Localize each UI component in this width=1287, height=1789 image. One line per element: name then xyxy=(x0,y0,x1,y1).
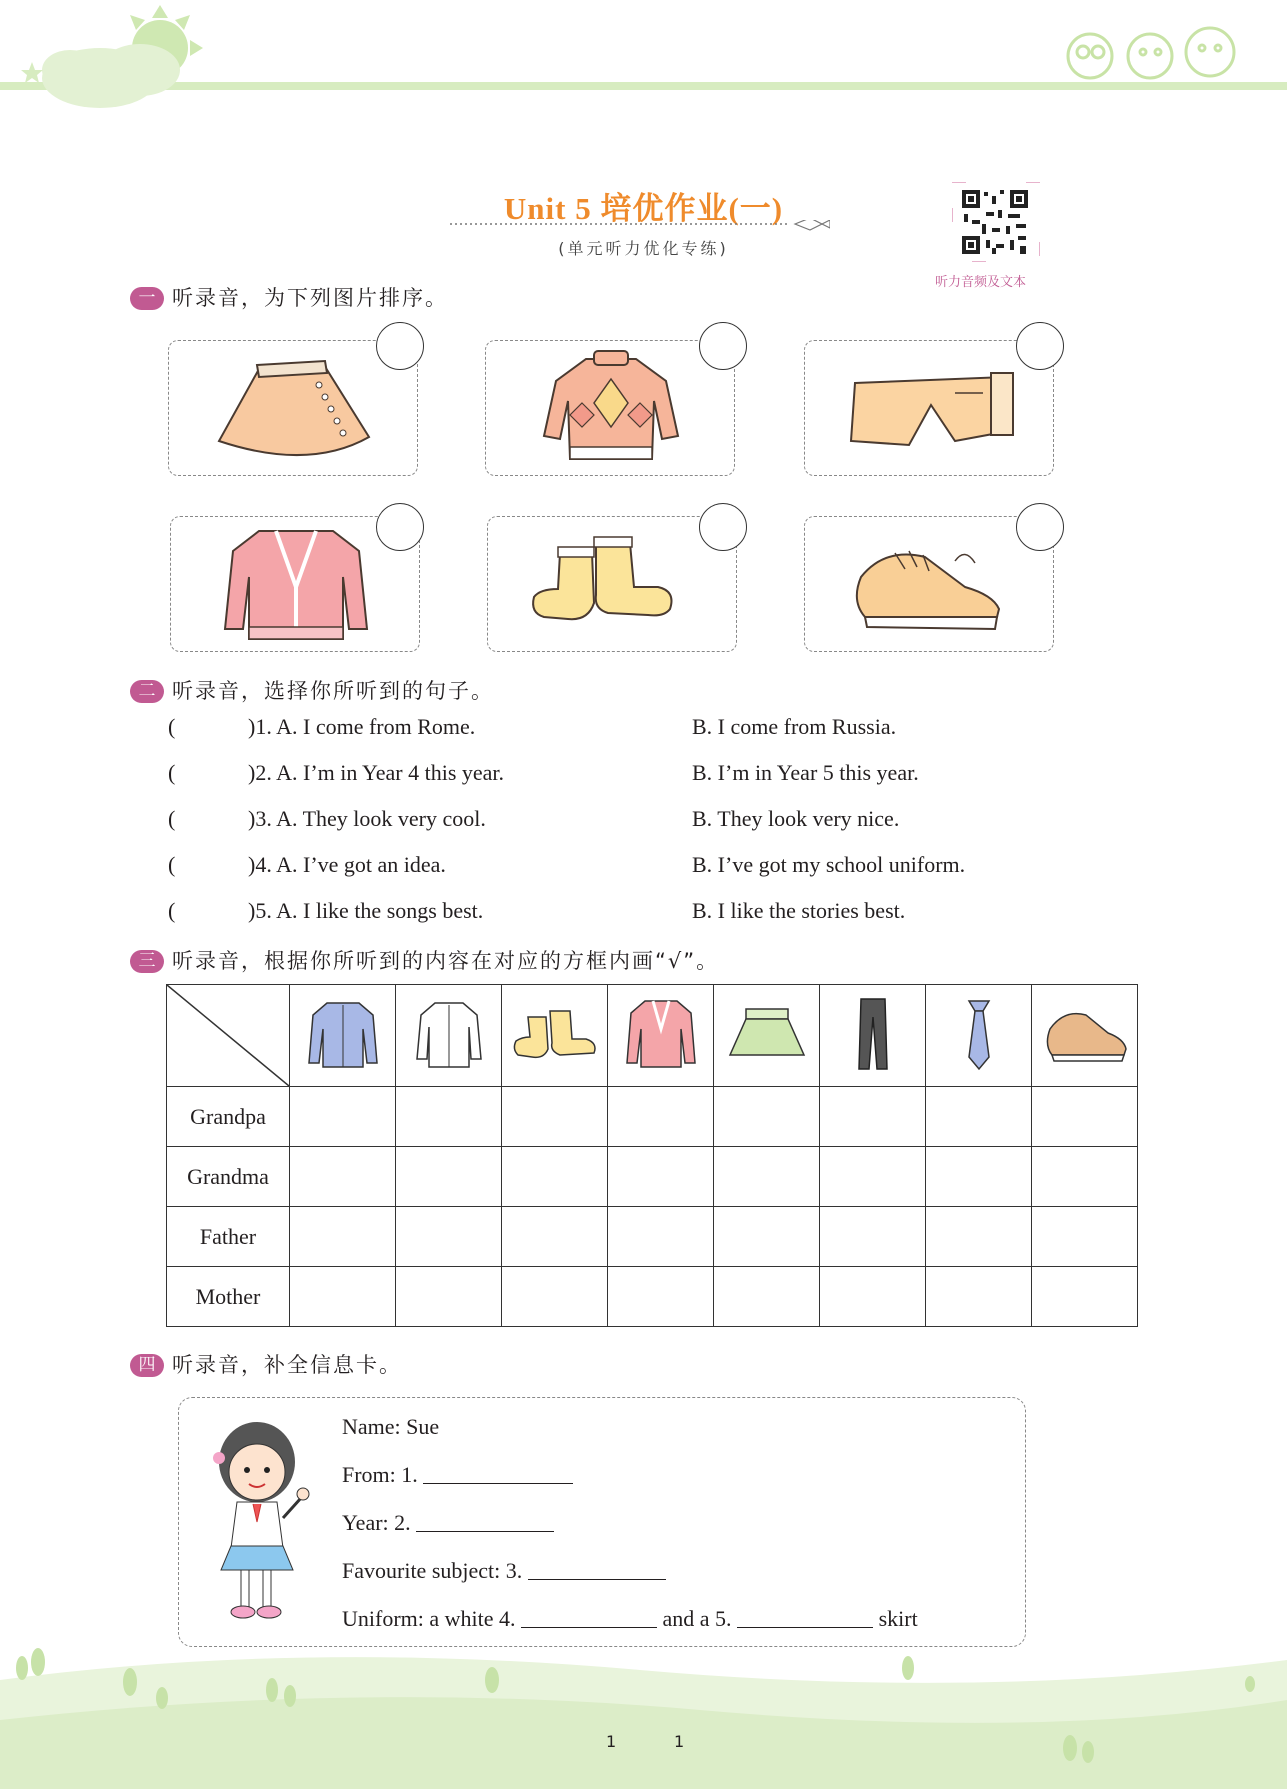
uniform-label: Uniform: a white 4. xyxy=(342,1606,516,1631)
column-jacket xyxy=(290,985,396,1087)
table-row xyxy=(167,1267,1138,1327)
question-row xyxy=(168,712,1068,742)
sweater-icon xyxy=(486,341,736,477)
option-b: B. I come from Russia. xyxy=(692,714,897,739)
check-cell[interactable] xyxy=(1032,1147,1138,1207)
table-row xyxy=(167,1087,1138,1147)
from-label: From: 1. xyxy=(342,1462,418,1487)
section-instruction: 听录音，为下列图片排序。 xyxy=(172,286,448,310)
column-shirt xyxy=(396,985,502,1087)
row-label: Grandpa xyxy=(167,1087,290,1147)
order-circle-3[interactable] xyxy=(1016,322,1064,370)
row-label: Father xyxy=(167,1207,290,1267)
check-cell[interactable] xyxy=(1032,1087,1138,1147)
check-cell[interactable] xyxy=(820,1147,926,1207)
check-cell[interactable] xyxy=(502,1087,608,1147)
question-row xyxy=(168,804,1068,834)
question-row xyxy=(168,758,1068,788)
animal-faces-icon xyxy=(1068,28,1234,78)
picture-card-sneakers xyxy=(804,516,1054,652)
subject-line xyxy=(342,1558,666,1584)
question-row xyxy=(168,850,1068,880)
section-badge: 四 xyxy=(130,1354,164,1377)
option-b: B. I’ve got my school uniform. xyxy=(692,852,966,877)
answer-blank[interactable]: ( xyxy=(168,760,176,785)
check-cell[interactable] xyxy=(926,1087,1032,1147)
qr-code-icon[interactable] xyxy=(952,182,1040,262)
corner-cell xyxy=(167,985,290,1087)
section-3-heading xyxy=(130,945,719,975)
page-title: Unit 5 培优作业(一) xyxy=(503,191,784,226)
uniform-skirt: skirt xyxy=(878,1606,918,1631)
option-b: B. I’m in Year 5 this year. xyxy=(692,760,919,785)
check-cell[interactable] xyxy=(608,1207,714,1267)
from-blank[interactable] xyxy=(423,1463,573,1484)
check-cell[interactable] xyxy=(926,1147,1032,1207)
option-b: B. They look very nice. xyxy=(692,806,900,831)
cloud-icon xyxy=(42,44,180,108)
jacket-icon xyxy=(303,993,383,1073)
uniform-line xyxy=(342,1606,918,1632)
picture-card-trousers xyxy=(804,340,1054,476)
option-a: )5. A. I like the songs best. xyxy=(248,898,484,923)
order-circle-4[interactable] xyxy=(376,503,424,551)
tie-icon xyxy=(939,993,1019,1073)
name-line: Name: Sue xyxy=(342,1414,440,1439)
check-cell[interactable] xyxy=(714,1207,820,1267)
table-header-row xyxy=(167,985,1138,1087)
check-cell[interactable] xyxy=(502,1147,608,1207)
clothes-table xyxy=(166,984,1138,1327)
section-badge: 一 xyxy=(130,287,164,310)
check-cell[interactable] xyxy=(396,1087,502,1147)
check-cell[interactable] xyxy=(926,1207,1032,1267)
check-cell[interactable] xyxy=(502,1267,608,1327)
header-decoration xyxy=(0,0,1287,120)
section-2-heading xyxy=(130,675,494,705)
check-cell[interactable] xyxy=(608,1267,714,1327)
check-cell[interactable] xyxy=(820,1207,926,1267)
check-cell[interactable] xyxy=(714,1087,820,1147)
option-a: )4. A. I’ve got an idea. xyxy=(248,852,446,877)
cardigan-icon xyxy=(621,993,701,1073)
answer-blank[interactable]: ( xyxy=(168,852,176,877)
picture-card-sweater xyxy=(485,340,735,476)
column-skirt xyxy=(714,985,820,1087)
order-circle-2[interactable] xyxy=(699,322,747,370)
answer-blank[interactable]: ( xyxy=(168,714,176,739)
subject-blank[interactable] xyxy=(528,1559,666,1580)
check-cell[interactable] xyxy=(820,1267,926,1327)
check-cell[interactable] xyxy=(290,1207,396,1267)
check-cell[interactable] xyxy=(290,1087,396,1147)
trousers-icon xyxy=(833,993,913,1073)
check-cell[interactable] xyxy=(396,1207,502,1267)
check-cell[interactable] xyxy=(502,1207,608,1267)
check-cell[interactable] xyxy=(1032,1207,1138,1267)
check-cell[interactable] xyxy=(714,1147,820,1207)
section-4-heading xyxy=(130,1349,402,1379)
check-cell[interactable] xyxy=(608,1147,714,1207)
check-cell[interactable] xyxy=(396,1267,502,1327)
check-cell[interactable] xyxy=(820,1087,926,1147)
skirt-icon xyxy=(722,993,812,1073)
year-label: Year: 2. xyxy=(342,1510,411,1535)
option-b: B. I like the stories best. xyxy=(692,898,906,923)
column-tie xyxy=(926,985,1032,1087)
section-instruction: 听录音，根据你所听到的内容在对应的方框内画“√”。 xyxy=(172,949,720,973)
order-circle-6[interactable] xyxy=(1016,503,1064,551)
check-cell[interactable] xyxy=(714,1267,820,1327)
page-number-right: 1 xyxy=(674,1732,685,1751)
info-card xyxy=(178,1397,1026,1647)
column-sneakers xyxy=(1032,985,1138,1087)
subject-label: Favourite subject: 3. xyxy=(342,1558,523,1583)
from-line xyxy=(342,1462,573,1488)
fish-icon xyxy=(795,220,830,230)
section-instruction: 听录音，选择你所听到的句子。 xyxy=(172,679,494,703)
qr-caption: 听力音频及文本 xyxy=(935,275,1027,290)
check-cell[interactable] xyxy=(926,1267,1032,1327)
check-cell[interactable] xyxy=(608,1087,714,1147)
page-number-left: 1 xyxy=(606,1732,617,1751)
check-cell[interactable] xyxy=(1032,1267,1138,1327)
section-badge: 二 xyxy=(130,680,164,703)
section-badge: 三 xyxy=(130,950,164,973)
section-1-heading xyxy=(130,282,448,312)
uniform-blank-5[interactable] xyxy=(737,1607,873,1628)
uniform-and: and a 5. xyxy=(662,1606,732,1631)
answer-blank[interactable]: ( xyxy=(168,898,176,923)
year-blank[interactable] xyxy=(416,1511,554,1532)
footer-hills xyxy=(0,1640,1287,1789)
order-circle-5[interactable] xyxy=(699,503,747,551)
title-underline xyxy=(450,220,830,236)
answer-blank[interactable]: ( xyxy=(168,806,176,831)
table-row xyxy=(167,1147,1138,1207)
column-cardigan xyxy=(608,985,714,1087)
column-trousers xyxy=(820,985,926,1087)
check-cell[interactable] xyxy=(290,1267,396,1327)
section-instruction: 听录音，补全信息卡。 xyxy=(172,1353,402,1377)
table-row xyxy=(167,1207,1138,1267)
picture-card-socks xyxy=(487,516,737,652)
check-cell[interactable] xyxy=(396,1147,502,1207)
option-a: )1. A. I come from Rome. xyxy=(248,714,476,739)
row-label: Grandma xyxy=(167,1147,290,1207)
sneakers-icon xyxy=(1040,993,1130,1073)
option-a: )2. A. I’m in Year 4 this year. xyxy=(248,760,505,785)
year-line xyxy=(342,1510,554,1536)
girl-illustration xyxy=(197,1418,317,1628)
option-a: )3. A. They look very cool. xyxy=(248,806,486,831)
socks-icon xyxy=(510,993,600,1073)
trousers-icon xyxy=(805,341,1055,477)
check-cell[interactable] xyxy=(290,1147,396,1207)
question-row xyxy=(168,896,1068,926)
shirt-icon xyxy=(409,993,489,1073)
order-circle-1[interactable] xyxy=(376,322,424,370)
page-subtitle: (单元听力优化专练) xyxy=(558,239,729,258)
uniform-blank-4[interactable] xyxy=(521,1607,657,1628)
column-socks xyxy=(502,985,608,1087)
row-label: Mother xyxy=(167,1267,290,1327)
